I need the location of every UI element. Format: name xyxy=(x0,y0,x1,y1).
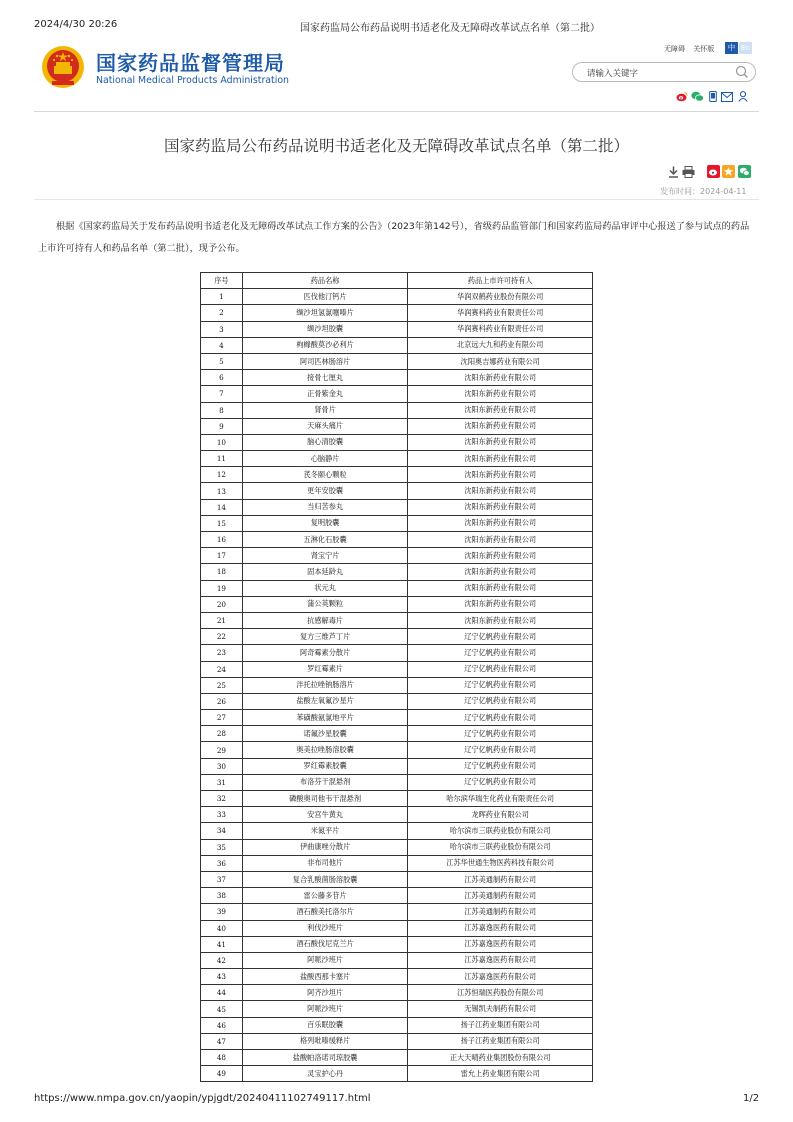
pilot-list-table xyxy=(200,272,593,1082)
cell-no: 2 xyxy=(201,305,243,321)
cell-no: 6 xyxy=(201,370,243,386)
cell-holder: 辽宁亿帆药业有限公司 xyxy=(408,726,593,742)
cell-drug-name: 罗红霉素片 xyxy=(242,661,408,677)
cell-drug-name: 伊曲康唑分散片 xyxy=(242,839,408,855)
table-row xyxy=(201,985,593,1001)
cell-no: 11 xyxy=(201,451,243,467)
cell-holder: 沈阳东新药业有限公司 xyxy=(408,386,593,402)
table-row xyxy=(201,677,593,693)
cell-drug-name: 非布司他片 xyxy=(242,855,408,871)
wechat-icon[interactable] xyxy=(738,163,751,182)
table-row xyxy=(201,321,593,337)
lang-en-button[interactable]: En xyxy=(739,42,752,54)
cell-drug-name: 奥美拉唑肠溶胶囊 xyxy=(242,742,408,758)
table-row xyxy=(201,710,593,726)
favorite-icon[interactable] xyxy=(722,163,735,182)
cell-holder: 沈阳东新药业有限公司 xyxy=(408,418,593,434)
top-links xyxy=(664,44,720,54)
cell-holder: 沈阳东新药业有限公司 xyxy=(408,596,593,612)
cell-drug-name: 芪冬颐心颗粒 xyxy=(242,467,408,483)
cell-holder: 扬子江药业集团有限公司 xyxy=(408,1017,593,1033)
table-row xyxy=(201,629,593,645)
table-row xyxy=(201,467,593,483)
table-row xyxy=(201,661,593,677)
cell-holder: 沈阳东新药业有限公司 xyxy=(408,612,593,628)
cell-holder: 江苏美通制药有限公司 xyxy=(408,904,593,920)
cell-no: 25 xyxy=(201,677,243,693)
cell-holder: 江苏美通制药有限公司 xyxy=(408,871,593,887)
table-row xyxy=(201,564,593,580)
cell-holder: 龙晖药业有限公司 xyxy=(408,807,593,823)
cell-drug-name: 接骨七厘丸 xyxy=(242,370,408,386)
cell-no: 49 xyxy=(201,1066,243,1082)
cell-no: 46 xyxy=(201,1017,243,1033)
header-holder: 药品上市许可持有人 xyxy=(408,273,593,289)
cell-holder: 江苏嘉逸医药有限公司 xyxy=(408,936,593,952)
cell-no: 22 xyxy=(201,629,243,645)
mobile-icon[interactable] xyxy=(709,87,717,106)
cell-drug-name: 蒲公英颗粒 xyxy=(242,596,408,612)
cell-drug-name: 雷公藤多苷片 xyxy=(242,888,408,904)
header-drug-name: 药品名称 xyxy=(242,273,408,289)
cell-no: 30 xyxy=(201,758,243,774)
table-row xyxy=(201,483,593,499)
cell-holder: 哈尔滨华瑞生化药业有限责任公司 xyxy=(408,791,593,807)
cell-no: 29 xyxy=(201,742,243,758)
cell-no: 34 xyxy=(201,823,243,839)
header-divider xyxy=(34,111,759,112)
cell-holder: 辽宁亿帆药业有限公司 xyxy=(408,693,593,709)
cell-drug-name: 百乐眠胶囊 xyxy=(242,1017,408,1033)
search-box[interactable] xyxy=(572,62,756,82)
cell-drug-name: 肾宝宁片 xyxy=(242,548,408,564)
title-divider xyxy=(34,199,759,200)
cell-no: 19 xyxy=(201,580,243,596)
weibo-icon[interactable] xyxy=(676,87,688,106)
cell-drug-name: 安宫牛黄丸 xyxy=(242,807,408,823)
table-row xyxy=(201,726,593,742)
publish-date: 发布时间：2024-04-11 xyxy=(660,187,747,196)
table-row xyxy=(201,289,593,305)
cell-holder: 沈阳东新药业有限公司 xyxy=(408,483,593,499)
cell-no: 42 xyxy=(201,952,243,968)
print-datetime: 2024/4/30 20:26 xyxy=(34,19,118,30)
cell-no: 5 xyxy=(201,353,243,369)
cell-holder: 沈阳东新药业有限公司 xyxy=(408,451,593,467)
table-row xyxy=(201,386,593,402)
cell-drug-name: 盐酸左氧氟沙星片 xyxy=(242,693,408,709)
table-row xyxy=(201,693,593,709)
cell-no: 17 xyxy=(201,548,243,564)
cell-drug-name: 灵宝护心丹 xyxy=(242,1066,408,1082)
search-input[interactable]: 请输入关键字 xyxy=(587,69,639,79)
cell-drug-name: 五淋化石胶囊 xyxy=(242,532,408,548)
cell-drug-name: 脑心清胶囊 xyxy=(242,434,408,450)
cell-drug-name: 泮托拉唑钠肠溶片 xyxy=(242,677,408,693)
cell-holder: 江苏华世通生物医药科技有限公司 xyxy=(408,855,593,871)
cell-no: 10 xyxy=(201,434,243,450)
national-emblem-icon xyxy=(40,44,86,90)
cell-drug-name: 缬沙坦氢氯噻嗪片 xyxy=(242,305,408,321)
cell-drug-name: 更年安胶囊 xyxy=(242,483,408,499)
wechat-icon[interactable] xyxy=(691,87,704,106)
table-row xyxy=(201,758,593,774)
cell-no: 32 xyxy=(201,791,243,807)
cell-holder: 扬子江药业集团有限公司 xyxy=(408,1033,593,1049)
cell-no: 40 xyxy=(201,920,243,936)
cell-no: 15 xyxy=(201,515,243,531)
cell-holder: 江苏恒瑞医药股份有限公司 xyxy=(408,985,593,1001)
table-row xyxy=(201,353,593,369)
cell-holder: 沈阳东新药业有限公司 xyxy=(408,467,593,483)
print-page-number: 1/2 xyxy=(743,1093,760,1104)
cell-holder: 沈阳奥吉娜药业有限公司 xyxy=(408,353,593,369)
cell-holder: 沈阳东新药业有限公司 xyxy=(408,515,593,531)
cell-no: 45 xyxy=(201,1001,243,1017)
table-row xyxy=(201,580,593,596)
cell-no: 4 xyxy=(201,337,243,353)
lang-zh-button[interactable]: 中 xyxy=(725,42,738,54)
cell-no: 44 xyxy=(201,985,243,1001)
cell-holder: 辽宁亿帆药业有限公司 xyxy=(408,661,593,677)
cell-holder: 北京远大九和药业有限公司 xyxy=(408,337,593,353)
cell-drug-name: 当归苦参丸 xyxy=(242,499,408,515)
cell-holder: 沈阳东新药业有限公司 xyxy=(408,499,593,515)
cell-holder: 沈阳东新药业有限公司 xyxy=(408,434,593,450)
cell-no: 41 xyxy=(201,936,243,952)
cell-holder: 无锡凯夫制药有限公司 xyxy=(408,1001,593,1017)
cell-no: 7 xyxy=(201,386,243,402)
cell-drug-name: 盐酸帕洛诺司琼胶囊 xyxy=(242,1050,408,1066)
cell-no: 39 xyxy=(201,904,243,920)
cell-holder: 辽宁亿帆药业有限公司 xyxy=(408,677,593,693)
site-name-en: National Medical Products Administration xyxy=(96,75,290,86)
cell-no: 1 xyxy=(201,289,243,305)
cell-holder: 沈阳东新药业有限公司 xyxy=(408,580,593,596)
table-row xyxy=(201,936,593,952)
cell-drug-name: 阿哌沙班片 xyxy=(242,952,408,968)
table-row xyxy=(201,871,593,887)
cell-drug-name: 利伐沙班片 xyxy=(242,920,408,936)
cell-drug-name: 枸橼酸莫沙必利片 xyxy=(242,337,408,353)
cell-drug-name: 匹伐他汀钙片 xyxy=(242,289,408,305)
table-row xyxy=(201,434,593,450)
cell-holder: 沈阳东新药业有限公司 xyxy=(408,402,593,418)
table-row xyxy=(201,920,593,936)
cell-no: 43 xyxy=(201,969,243,985)
cell-drug-name: 状元丸 xyxy=(242,580,408,596)
cell-no: 47 xyxy=(201,1033,243,1049)
cell-holder: 辽宁亿帆药业有限公司 xyxy=(408,645,593,661)
cell-holder: 辽宁亿帆药业有限公司 xyxy=(408,629,593,645)
cell-no: 13 xyxy=(201,483,243,499)
table-row xyxy=(201,969,593,985)
cell-no: 37 xyxy=(201,871,243,887)
cell-drug-name: 米氮平片 xyxy=(242,823,408,839)
table-row xyxy=(201,823,593,839)
table-row xyxy=(201,337,593,353)
table-row xyxy=(201,305,593,321)
cell-no: 35 xyxy=(201,839,243,855)
site-name-cn: 国家药品监督管理局 xyxy=(96,51,285,75)
table-row xyxy=(201,402,593,418)
cell-drug-name: 缬沙坦胶囊 xyxy=(242,321,408,337)
article-title: 国家药监局公布药品说明书适老化及无障碍改革试点名单（第二批） xyxy=(163,137,629,155)
table-row xyxy=(201,645,593,661)
table-row xyxy=(201,791,593,807)
cell-no: 21 xyxy=(201,612,243,628)
cell-no: 38 xyxy=(201,888,243,904)
table-body xyxy=(201,289,593,1082)
search-icon[interactable] xyxy=(735,65,749,79)
cell-no: 27 xyxy=(201,710,243,726)
cell-drug-name: 心脑静片 xyxy=(242,451,408,467)
table-row xyxy=(201,418,593,434)
table-row xyxy=(201,451,593,467)
cell-no: 14 xyxy=(201,499,243,515)
print-icon[interactable] xyxy=(682,163,695,182)
cell-no: 3 xyxy=(201,321,243,337)
accessibility-link[interactable]: 无障碍 xyxy=(664,45,685,53)
cell-holder: 哈尔滨市三联药业股份有限公司 xyxy=(408,823,593,839)
table-row xyxy=(201,1033,593,1049)
table-row xyxy=(201,1050,593,1066)
cell-drug-name: 盐酸西那卡塞片 xyxy=(242,969,408,985)
cell-holder: 辽宁亿帆药业有限公司 xyxy=(408,710,593,726)
cell-holder: 辽宁亿帆药业有限公司 xyxy=(408,742,593,758)
table-row xyxy=(201,742,593,758)
cell-drug-name: 酒石酸美托洛尔片 xyxy=(242,904,408,920)
table-row xyxy=(201,774,593,790)
cell-drug-name: 阿齐沙坦片 xyxy=(242,985,408,1001)
cell-no: 48 xyxy=(201,1050,243,1066)
cell-no: 26 xyxy=(201,693,243,709)
cell-drug-name: 复合乳酸菌肠溶胶囊 xyxy=(242,871,408,887)
cell-drug-name: 阿司匹林肠溶片 xyxy=(242,353,408,369)
care-mode-link[interactable]: 关怀版 xyxy=(693,45,715,53)
mail-icon[interactable] xyxy=(721,87,733,106)
article-intro: 根据《国家药监局关于发布药品说明书适老化及无障碍改革试点工作方案的公告》（2023年第142号），省级药品监管部门和国家药监局药品审评中心报送了参与试点的药品上市许可持有人和药品名单（第二批），现予公布。 xyxy=(38,221,750,254)
cell-drug-name: 罗红霉素胶囊 xyxy=(242,758,408,774)
cell-no: 31 xyxy=(201,774,243,790)
cell-holder: 辽宁亿帆药业有限公司 xyxy=(408,758,593,774)
cell-holder: 江苏美通制药有限公司 xyxy=(408,888,593,904)
cell-holder: 正大天晴药业集团股份有限公司 xyxy=(408,1050,593,1066)
cell-holder: 沈阳东新药业有限公司 xyxy=(408,564,593,580)
cell-no: 28 xyxy=(201,726,243,742)
cell-no: 8 xyxy=(201,402,243,418)
table-row xyxy=(201,499,593,515)
cell-drug-name: 天麻头痛片 xyxy=(242,418,408,434)
cell-drug-name: 复方三维芦丁片 xyxy=(242,629,408,645)
cell-holder: 华润双鹤药业股份有限公司 xyxy=(408,289,593,305)
print-url: https://www.nmpa.gov.cn/yaopin/ypjgdt/20240411102749117.html xyxy=(34,1093,371,1104)
cell-holder: 沈阳东新药业有限公司 xyxy=(408,532,593,548)
table-row xyxy=(201,952,593,968)
cell-drug-name: 布洛芬干混悬剂 xyxy=(242,774,408,790)
cell-no: 23 xyxy=(201,645,243,661)
cell-no: 24 xyxy=(201,661,243,677)
table-row xyxy=(201,1017,593,1033)
cell-drug-name: 固本延龄丸 xyxy=(242,564,408,580)
cell-drug-name: 苯磺酸氨氯地平片 xyxy=(242,710,408,726)
cell-holder: 江苏嘉逸医药有限公司 xyxy=(408,920,593,936)
cell-holder: 沈阳东新药业有限公司 xyxy=(408,548,593,564)
cell-no: 18 xyxy=(201,564,243,580)
download-icon[interactable] xyxy=(668,163,679,182)
cell-no: 12 xyxy=(201,467,243,483)
table-row xyxy=(201,1001,593,1017)
cell-no: 9 xyxy=(201,418,243,434)
weibo-icon[interactable] xyxy=(707,163,720,182)
table-row xyxy=(201,515,593,531)
table-header-row xyxy=(201,273,593,289)
cell-holder: 辽宁亿帆药业有限公司 xyxy=(408,774,593,790)
print-title: 国家药监局公布药品说明书适老化及无障碍改革试点名单（第二批） xyxy=(300,23,600,34)
cell-no: 33 xyxy=(201,807,243,823)
cell-no: 20 xyxy=(201,596,243,612)
cell-drug-name: 磷酸奥司他韦干混悬剂 xyxy=(242,791,408,807)
user-icon[interactable] xyxy=(738,87,748,106)
cell-holder: 华润赛科药业有限责任公司 xyxy=(408,321,593,337)
cell-no: 36 xyxy=(201,855,243,871)
table-row xyxy=(201,839,593,855)
table-row xyxy=(201,532,593,548)
cell-holder: 哈尔滨市三联药业股份有限公司 xyxy=(408,839,593,855)
table-row xyxy=(201,904,593,920)
cell-drug-name: 酒石酸伐尼克兰片 xyxy=(242,936,408,952)
table-row xyxy=(201,596,593,612)
cell-drug-name: 格列吡嗪缓释片 xyxy=(242,1033,408,1049)
table-row xyxy=(201,1066,593,1082)
cell-holder: 华润赛科药业有限责任公司 xyxy=(408,305,593,321)
cell-drug-name: 复明胶囊 xyxy=(242,515,408,531)
cell-drug-name: 正骨紫金丸 xyxy=(242,386,408,402)
header-no: 序号 xyxy=(201,273,243,289)
table-row xyxy=(201,807,593,823)
cell-drug-name: 阿哌沙班片 xyxy=(242,1001,408,1017)
table-row xyxy=(201,548,593,564)
table-row xyxy=(201,370,593,386)
cell-holder: 江苏嘉逸医药有限公司 xyxy=(408,952,593,968)
table-row xyxy=(201,855,593,871)
cell-holder: 雷允上药业集团有限公司 xyxy=(408,1066,593,1082)
cell-drug-name: 阿奇霉素分散片 xyxy=(242,645,408,661)
cell-holder: 沈阳东新药业有限公司 xyxy=(408,370,593,386)
table-row xyxy=(201,888,593,904)
cell-holder: 江苏嘉逸医药有限公司 xyxy=(408,969,593,985)
cell-no: 16 xyxy=(201,532,243,548)
site-logo[interactable] xyxy=(40,44,300,94)
table-row xyxy=(201,612,593,628)
cell-drug-name: 肾骨片 xyxy=(242,402,408,418)
cell-drug-name: 诺氟沙星胶囊 xyxy=(242,726,408,742)
cell-drug-name: 抗感解毒片 xyxy=(242,612,408,628)
